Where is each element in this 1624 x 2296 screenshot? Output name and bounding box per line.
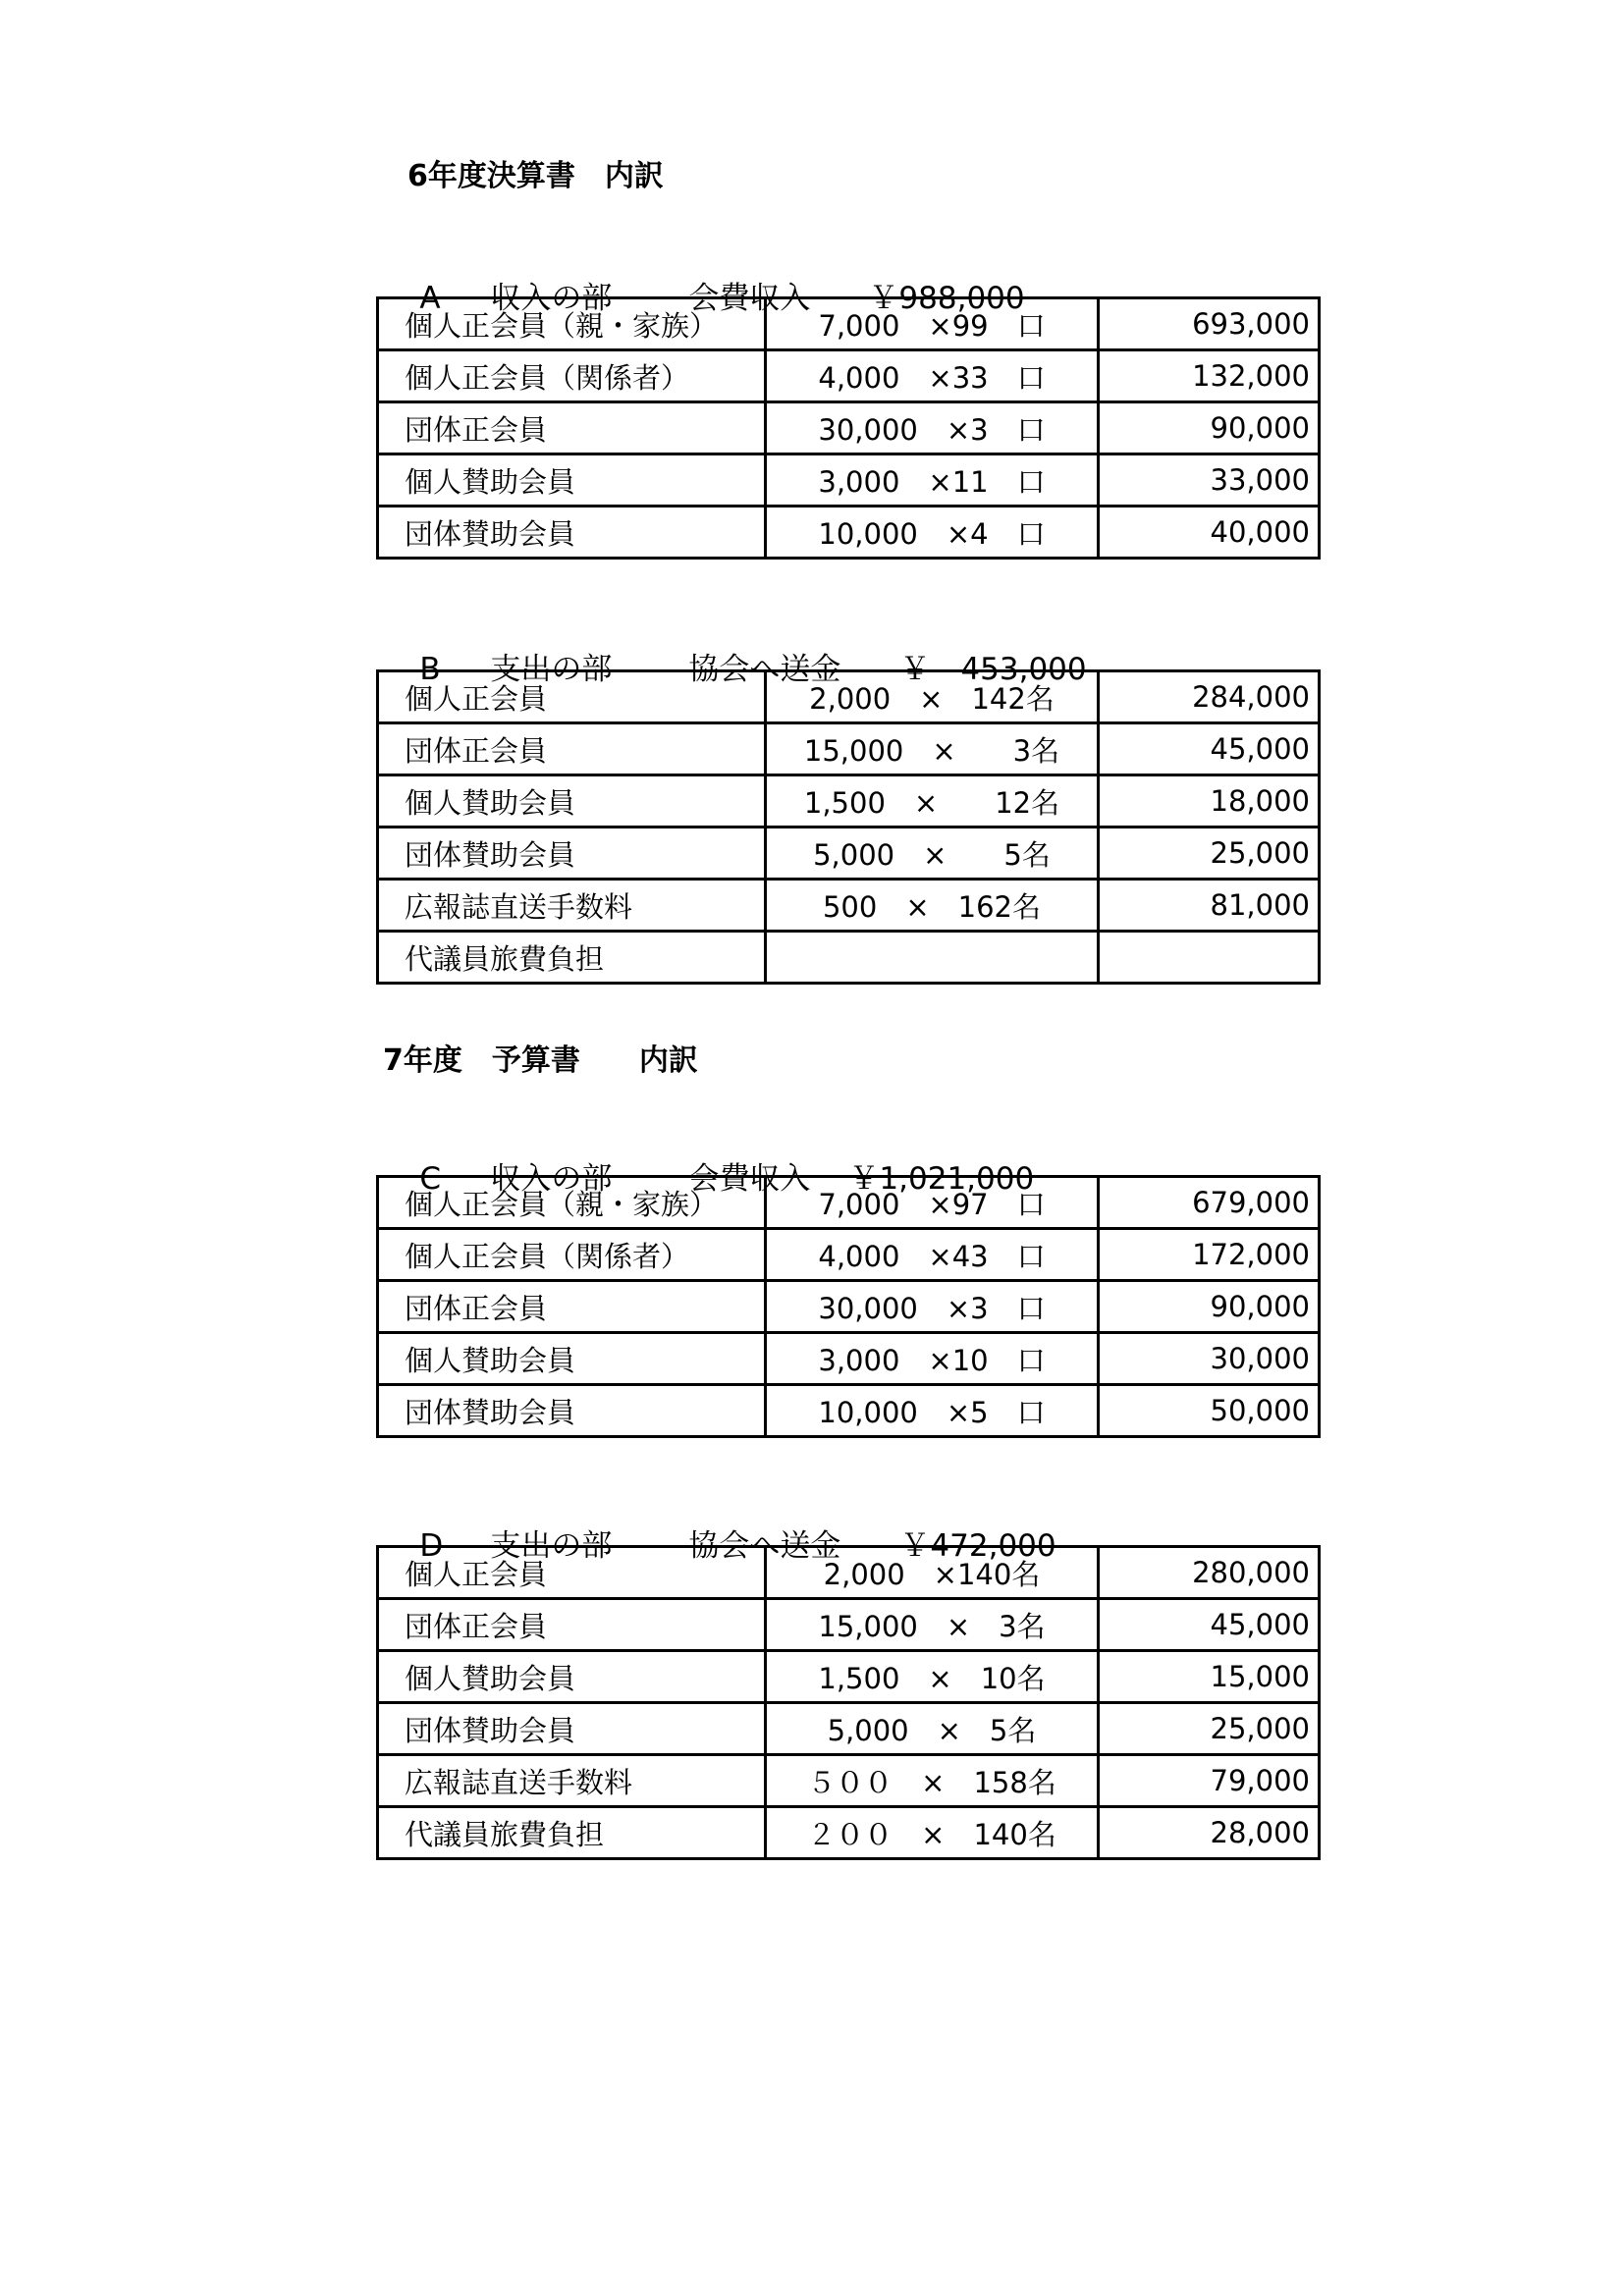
amount-cell: 50,000 xyxy=(1099,1385,1320,1437)
item-cell: 個人正会員 xyxy=(378,671,766,723)
amount-cell: 30,000 xyxy=(1099,1333,1320,1385)
calc-cell: 10,000 ×5 口 xyxy=(766,1385,1099,1437)
table-row xyxy=(378,1177,1320,1229)
calc-cell: 2,000 × 142名 xyxy=(766,671,1099,723)
calc-cell: 500 × 162名 xyxy=(766,880,1099,932)
calc-cell xyxy=(766,932,1099,984)
item-cell: 個人正会員 xyxy=(378,1547,766,1599)
calc-cell: 3,000 ×11 口 xyxy=(766,454,1099,507)
section-total: ￥ 453,000 xyxy=(899,652,1087,687)
section-label: 収入の部 xyxy=(490,281,613,316)
table-row xyxy=(378,880,1320,932)
amount-cell: 90,000 xyxy=(1099,1281,1320,1333)
amount-cell: 79,000 xyxy=(1099,1755,1320,1807)
table-row xyxy=(378,298,1320,350)
amount-cell: 90,000 xyxy=(1099,402,1320,454)
table-row xyxy=(378,454,1320,507)
item-cell: 団体賛助会員 xyxy=(378,507,766,559)
item-cell: 個人正会員（関係者） xyxy=(378,1229,766,1281)
table-row xyxy=(378,671,1320,723)
calc-cell: 15,000 × 3名 xyxy=(766,1599,1099,1651)
table-row xyxy=(378,775,1320,828)
section-letter: C xyxy=(419,1161,442,1197)
amount-cell: 81,000 xyxy=(1099,880,1320,932)
item-cell: 団体正会員 xyxy=(378,402,766,454)
table-row xyxy=(378,507,1320,559)
item-cell: 個人正会員（親・家族） xyxy=(378,1177,766,1229)
calc-cell: 10,000 ×4 口 xyxy=(766,507,1099,559)
calc-cell: 5,000 × 5名 xyxy=(766,828,1099,880)
item-cell: 個人賛助会員 xyxy=(378,1651,766,1703)
calc-cell: ５００ × 158名 xyxy=(766,1755,1099,1807)
table-row xyxy=(378,828,1320,880)
item-cell: 団体賛助会員 xyxy=(378,1703,766,1755)
item-cell: 個人正会員（関係者） xyxy=(378,350,766,402)
calc-cell: ２００ × 140名 xyxy=(766,1807,1099,1859)
calc-cell: 4,000 ×33 口 xyxy=(766,350,1099,402)
amount-cell xyxy=(1099,932,1320,984)
section-total: ￥1,021,000 xyxy=(848,1161,1035,1197)
section-category: 協会へ送金 xyxy=(688,652,841,687)
settlement-title: 6年度決算書 内訳 xyxy=(407,159,664,193)
calc-cell: 2,000 ×140名 xyxy=(766,1547,1099,1599)
item-cell: 広報誌直送手数料 xyxy=(378,1755,766,1807)
calc-cell: 3,000 ×10 口 xyxy=(766,1333,1099,1385)
section-category: 会費収入 xyxy=(688,281,811,316)
section-letter: D xyxy=(419,1528,444,1564)
item-cell: 個人正会員（親・家族） xyxy=(378,298,766,350)
table-row xyxy=(378,723,1320,775)
amount-cell: 40,000 xyxy=(1099,507,1320,559)
section-label: 支出の部 xyxy=(490,652,613,687)
calc-cell: 15,000 × 3名 xyxy=(766,723,1099,775)
item-cell: 団体正会員 xyxy=(378,723,766,775)
expense-table-b xyxy=(376,669,1321,985)
amount-cell: 15,000 xyxy=(1099,1651,1320,1703)
expense-table-d xyxy=(376,1545,1321,1860)
calc-cell: 5,000 × 5名 xyxy=(766,1703,1099,1755)
item-cell: 団体正会員 xyxy=(378,1281,766,1333)
table-row xyxy=(378,932,1320,984)
amount-cell: 132,000 xyxy=(1099,350,1320,402)
section-total: ￥988,000 xyxy=(868,281,1025,316)
amount-cell: 284,000 xyxy=(1099,671,1320,723)
calc-cell: 4,000 ×43 口 xyxy=(766,1229,1099,1281)
amount-cell: 45,000 xyxy=(1099,723,1320,775)
table-row xyxy=(378,1703,1320,1755)
item-cell: 代議員旅費負担 xyxy=(378,932,766,984)
calc-cell: 7,000 ×97 口 xyxy=(766,1177,1099,1229)
amount-cell: 25,000 xyxy=(1099,828,1320,880)
table-row xyxy=(378,1333,1320,1385)
income-table-a xyxy=(376,296,1321,560)
amount-cell: 679,000 xyxy=(1099,1177,1320,1229)
budget-title: 7年度 予算書 内訳 xyxy=(383,1043,698,1078)
table-row xyxy=(378,350,1320,402)
item-cell: 団体賛助会員 xyxy=(378,1385,766,1437)
table-row xyxy=(378,402,1320,454)
section-total: ￥472,000 xyxy=(899,1528,1056,1564)
calc-cell: 7,000 ×99 口 xyxy=(766,298,1099,350)
income-table-c xyxy=(376,1175,1321,1438)
item-cell: 団体正会員 xyxy=(378,1599,766,1651)
amount-cell: 45,000 xyxy=(1099,1599,1320,1651)
table-row xyxy=(378,1755,1320,1807)
table-row xyxy=(378,1807,1320,1859)
table-row xyxy=(378,1651,1320,1703)
table-row xyxy=(378,1547,1320,1599)
table-row xyxy=(378,1385,1320,1437)
calc-cell: 30,000 ×3 口 xyxy=(766,402,1099,454)
amount-cell: 33,000 xyxy=(1099,454,1320,507)
section-category: 協会へ送金 xyxy=(688,1528,841,1564)
amount-cell: 280,000 xyxy=(1099,1547,1320,1599)
table-row xyxy=(378,1281,1320,1333)
section-label: 支出の部 xyxy=(490,1528,613,1564)
amount-cell: 18,000 xyxy=(1099,775,1320,828)
item-cell: 代議員旅費負担 xyxy=(378,1807,766,1859)
item-cell: 個人賛助会員 xyxy=(378,775,766,828)
section-label: 収入の部 xyxy=(490,1161,613,1197)
calc-cell: 30,000 ×3 口 xyxy=(766,1281,1099,1333)
item-cell: 個人賛助会員 xyxy=(378,1333,766,1385)
item-cell: 広報誌直送手数料 xyxy=(378,880,766,932)
table-row xyxy=(378,1229,1320,1281)
amount-cell: 172,000 xyxy=(1099,1229,1320,1281)
item-cell: 団体賛助会員 xyxy=(378,828,766,880)
table-row xyxy=(378,1599,1320,1651)
item-cell: 個人賛助会員 xyxy=(378,454,766,507)
amount-cell: 25,000 xyxy=(1099,1703,1320,1755)
section-category: 会費収入 xyxy=(688,1161,811,1197)
calc-cell: 1,500 × 10名 xyxy=(766,1651,1099,1703)
amount-cell: 28,000 xyxy=(1099,1807,1320,1859)
calc-cell: 1,500 × 12名 xyxy=(766,775,1099,828)
section-letter: A xyxy=(419,281,441,316)
section-letter: B xyxy=(419,652,441,687)
amount-cell: 693,000 xyxy=(1099,298,1320,350)
